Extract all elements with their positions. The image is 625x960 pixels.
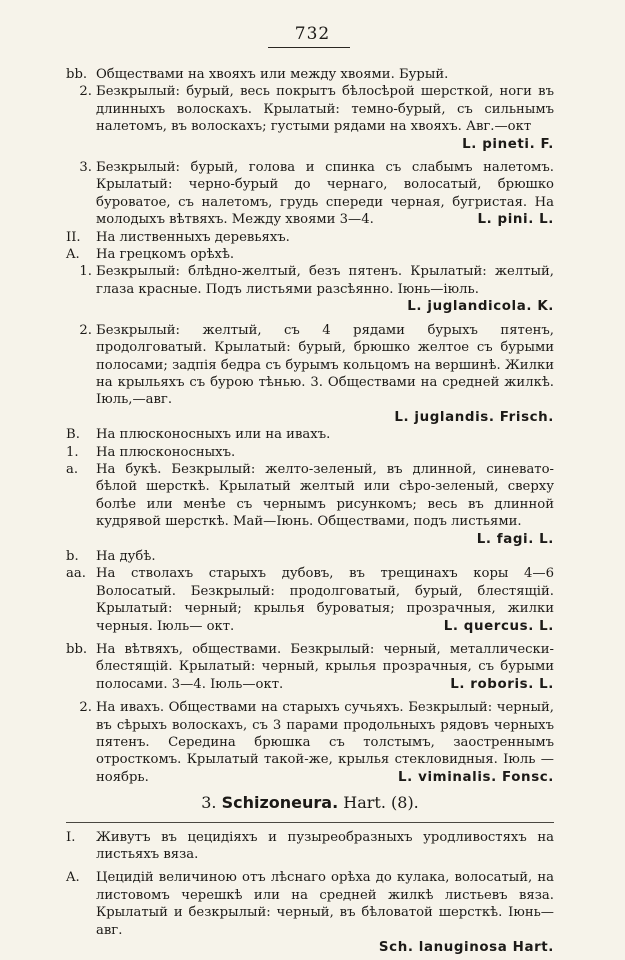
entry-text: На вѣтвяхъ, обществами. Безкрылый: черный, металлически-блестящій. Крылатый: черный, крылья прозрачныя, съ бурыми полосами. 3—4. Іюль—окт. [96, 642, 554, 692]
entry-label: bb. [66, 642, 88, 657]
entry-pineti [66, 83, 554, 153]
entry-cupuliferae [66, 444, 554, 461]
entry-lanuginosa [66, 869, 554, 956]
section-rule [66, 822, 554, 823]
entry-text: Цецидій величиною отъ лѣснаго орѣха до кулака, волосатый, на листовомъ черешкѣ или на средней жилкѣ листьевъ вяза. Крылатый и безкрылый: черный, въ бѣловатой шерсткѣ. Іюнь—авг. [96, 870, 554, 938]
section-heading [66, 794, 554, 811]
species-name: L. pini. L. [477, 212, 554, 228]
entry-label: 1. [66, 444, 79, 460]
entry-text: На дубѣ. [96, 548, 156, 564]
section-number: 3. [201, 793, 217, 813]
entry-label: A. [66, 247, 80, 263]
entry-text: На лиственныхъ деревьяхъ. [96, 229, 290, 245]
page-number: 732 [294, 24, 331, 44]
entry-label: bb. [66, 67, 88, 82]
entry-label: B. [66, 427, 80, 443]
entry-juglandicola [66, 263, 554, 315]
entry-cupuliferae-or-willows [66, 426, 554, 443]
entry-text: На плюсконосныхъ или на ивахъ. [96, 427, 331, 443]
entry-label: 1. [79, 264, 92, 280]
entry-roboris [66, 641, 554, 693]
species-name: L. pineti. F. [462, 136, 554, 152]
entry-pini [66, 159, 554, 229]
entry-text: Безкрылый: бурый, весь покрытъ бѣлосѣрой шерсткой, ноги въ длинныхъ волоскахъ. Крылатый: темно-бурый, съ сильнымъ налетомъ, въ волоскахъ; густыми рядами на хвояхъ. Авг.—окт [96, 84, 554, 135]
entry-fagi [66, 461, 554, 548]
entry-bb-conifer-needles [66, 66, 554, 83]
entry-text: Обществами на хвояхъ или между хвоями. Бурый. [96, 67, 449, 82]
entry-label: II. [66, 229, 81, 245]
entry-text: На букѣ. Безкрылый: желто-зеленый, въ длинной, синевато-бѣлой шерсткѣ. Крылатый желтый или сѣро-зеленый, сверху болѣе или менѣе съ чернымъ рисункомъ; весь въ длинной кудрявой шерсткѣ. Май—Іюнь. Обществами, подъ листьями. [96, 461, 554, 530]
entry-walnut [66, 246, 554, 263]
page-number-rule [268, 47, 350, 48]
entry-label: aa. [66, 566, 86, 582]
entry-elm-galls [66, 829, 554, 864]
entry-quercus [66, 565, 554, 635]
species-name: L. juglandis. Frisch. [394, 409, 554, 425]
entry-viminalis [66, 699, 554, 786]
entry-text: На плюсконосныхъ. [96, 444, 236, 460]
entry-deciduous-trees [66, 229, 554, 246]
entry-text: Безкрылый: блѣдно-желтый, безъ пятенъ. Крылатый: желтый, глаза красные. Подъ листьями разсѣянно. Іюнь—іюль. [96, 264, 554, 297]
body-text [66, 66, 554, 957]
species-name: L. viminalis. Fonsc. [398, 769, 554, 785]
entry-label: 2. [79, 322, 92, 338]
species-name: L. roboris. L. [450, 676, 554, 692]
entry-text: Безкрылый: желтый, съ 4 рядами бурыхъ пятенъ, продолговатый. Крылатый: бурый, брюшко желтое съ бурыми полосами; задпія бедра съ бурымъ кольцомъ на вершинѣ. Жилки на крыльяхъ съ бурою тѣнью. 3. Обществами на средней жилкѣ. Іюль,—авг. [96, 322, 554, 408]
entry-text: Безкрылый: бурый, голова и спинка съ слабымъ налетомъ. Крылатый: черно-бурый до чернаго, волосатый, брюшко буроватое, съ налетомъ, грудь спереди черная, бугристая. На молодыхъ вѣтвяхъ. Между хвоями 3—4. [96, 160, 554, 228]
entry-text: Живутъ въ цецидіяхъ и пузыреобразныхъ уродливостяхъ на листьяхъ вяза. [96, 829, 554, 863]
entry-text: На ивахъ. Обществами на старыхъ сучьяхъ. Безкрылый: черный, въ сѣрыхъ волоскахъ, съ 3 парами продольныхъ рядовъ черныхъ пятенъ. Середина брюшка съ толстымъ, заостреннымъ отросткомъ. Крылатый такой-же, крылья стекловидныя. Іюль — ноябрь. [96, 700, 554, 785]
entry-label: A. [66, 870, 80, 886]
section-author: Hart. [343, 793, 386, 813]
species-name: L. fagi. L. [476, 531, 554, 547]
entry-label: b. [66, 548, 79, 564]
entry-label: 2. [79, 700, 92, 716]
species-name: L. quercus. L. [443, 618, 554, 634]
entry-text: На стволахъ старыхъ дубовъ, въ трещинахъ коры 4—6 Волосатый. Безкрылый: продолговатый, бурый, блестящій. Крылатый: черный; крылья буроватыя; прозрачныя, жилки черныя. Іюль— окт. [96, 566, 554, 634]
section-genus: Schizoneura. [221, 793, 339, 813]
entry-juglandis [66, 322, 554, 426]
entry-label: 3. [79, 160, 92, 176]
entry-oak [66, 548, 554, 565]
entry-label: I. [66, 829, 76, 845]
species-name: L. juglandicola. K. [407, 299, 554, 315]
section-count: (8). [391, 793, 419, 813]
entry-label: 2. [79, 84, 92, 100]
entry-label: a. [66, 461, 79, 477]
entry-text: На грецкомъ орѣхѣ. [96, 247, 235, 263]
species-name: Sch. lanuginosa Hart. [378, 940, 554, 956]
